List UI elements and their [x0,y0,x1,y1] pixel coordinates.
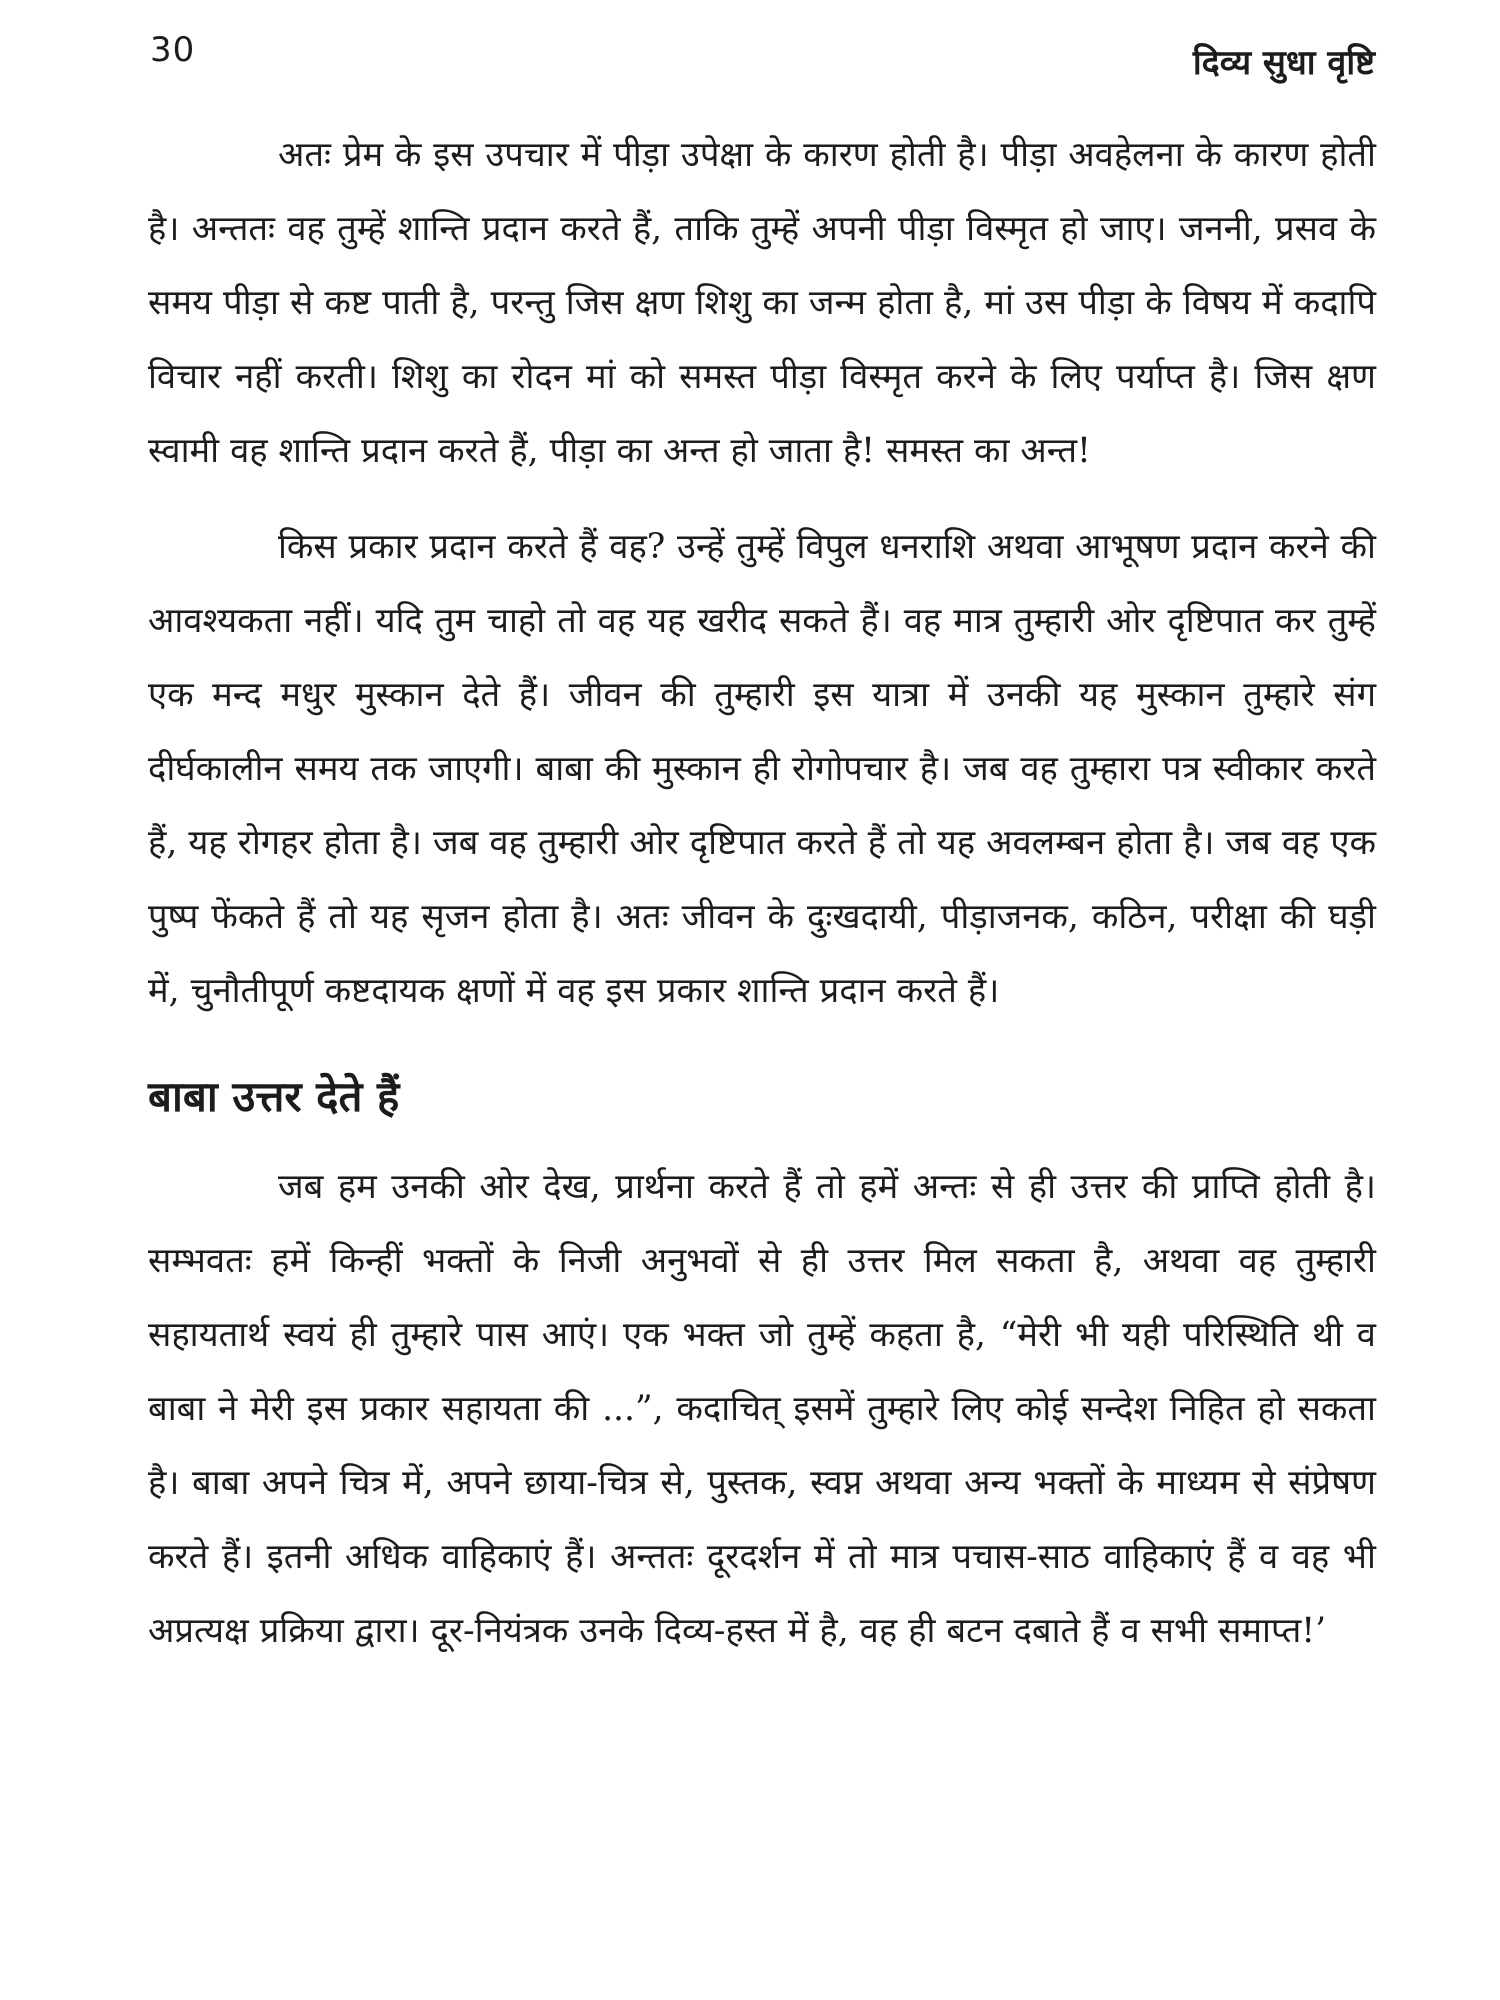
body-text [148,118,1376,1668]
running-head-book-title: दिव्य सुधा वृष्टि [1192,43,1375,83]
page-number: 30 [150,30,196,70]
paragraph-3: जब हम उनकी ओर देख, प्रार्थना करते हैं तो हमें अन्तः से ही उत्तर की प्राप्ति होती है। सम्भवतः हमें किन्हीं भक्तों के निजी अनुभवों से ही उत्तर मिल सकता है, अथवा वह तुम्हारी सहायतार्थ स्वयं ही तुम्हारे पास आएं। एक भक्त जो तुम्हें कहता है, “मेरी भी यही परिस्थिति थी व बाबा ने मेरी इस प्रकार सहायता की ...”, कदाचित् इसमें तुम्हारे लिए कोई सन्देश निहित हो सकता है। बाबा अपने चित्र में, अपने छाया-चित्र से, पुस्तक, स्वप्न अथवा अन्य भक्तों के माध्यम से संप्रेषण करते हैं। इतनी अधिक वाहिकाएं हैं। अन्ततः दूरदर्शन में तो मात्र पचास-साठ वाहिकाएं हैं व वह भी अप्रत्यक्ष प्रक्रिया द्वारा। दूर-नियंत्रक उनके दिव्य-हस्त में है, वह ही बटन दबाते हैं व सभी समाप्त!’ [148,1167,1376,1651]
paragraph-1: अतः प्रेम के इस उपचार में पीड़ा उपेक्षा के कारण होती है। पीड़ा अवहेलना के कारण होती है। अन्ततः वह तुम्हें शान्ति प्रदान करते हैं, ताकि तुम्हें अपनी पीड़ा विस्मृत हो जाए। जननी, प्रसव के समय पीड़ा से कष्ट पाती है, परन्तु जिस क्षण शिशु का जन्म होता है, मां उस पीड़ा के विषय में कदापि विचार नहीं करती। शिशु का रोदन मां को समस्त पीड़ा विस्मृत करने के लिए पर्याप्त है। जिस क्षण स्वामी वह शान्ति प्रदान करते हैं, पीड़ा का अन्त हो जाता है! समस्त का अन्त! [148,135,1376,471]
section-heading: बाबा उत्तर देते हैं [148,1072,400,1121]
paragraph-2: किस प्रकार प्रदान करते हैं वह? उन्हें तुम्हें विपुल धनराशि अथवा आभूषण प्रदान करने की आवश्यकता नहीं। यदि तुम चाहो तो वह यह खरीद सकते हैं। वह मात्र तुम्हारी ओर दृष्टिपात कर तुम्हें एक मन्द मधुर मुस्कान देते हैं। जीवन की तुम्हारी इस यात्रा में उनकी यह मुस्कान तुम्हारे संग दीर्घकालीन समय तक जाएगी। बाबा की मुस्कान ही रोगोपचार है। जब वह तुम्हारा पत्र स्वीकार करते हैं, यह रोगहर होता है। जब वह तुम्हारी ओर दृष्टिपात करते हैं तो यह अवलम्बन होता है। जब वह एक पुष्प फेंकते हैं तो यह सृजन होता है। अतः जीवन के दुःखदायी, पीड़ाजनक, कठिन, परीक्षा की घड़ी में, चुनौतीपूर्ण कष्टदायक क्षणों में वह इस प्रकार शान्ति प्रदान करते हैं। [148,527,1376,1011]
